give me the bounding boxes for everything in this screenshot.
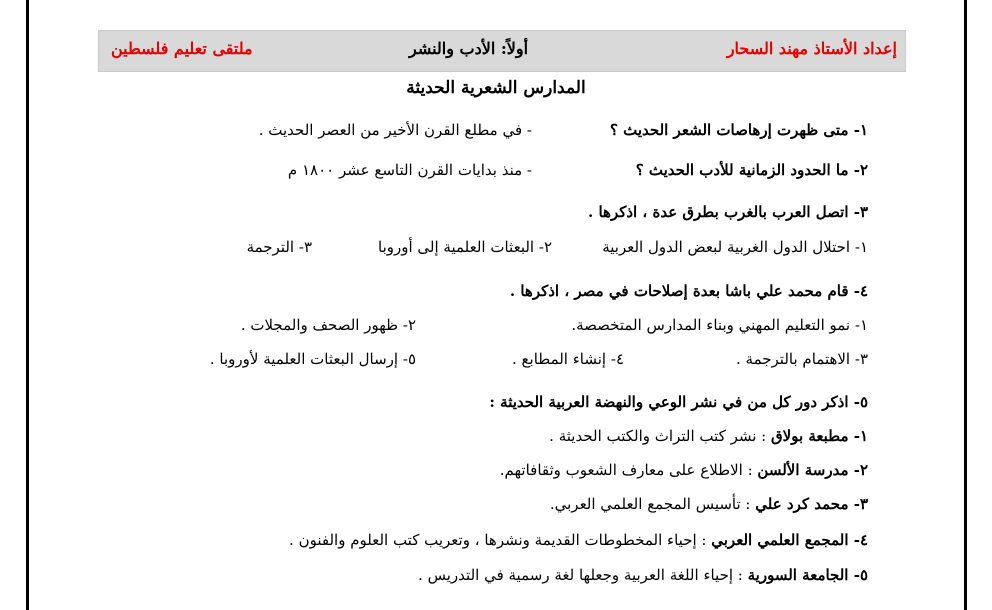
item-5-1 (549, 427, 868, 445)
question-5: ٥- اذكر دور كل من في نشر الوعي والنهضة العربية الحديثة : (489, 393, 868, 411)
answer-1: - في مطلع القرن الأخير من العصر الحديث . (258, 121, 532, 139)
author-credit: إعداد الأستاذ مهند السحار (726, 39, 897, 58)
answer-3-1: ١- احتلال الدول الغربية لبعض الدول العربية (602, 238, 868, 256)
item-5-2-text: : الاطلاع على معارف الشعوب وثقافاتهم. (499, 461, 758, 479)
item-5-5-label: ٥- الجامعة السورية (747, 566, 868, 584)
item-5-1-label: ١- مطبعة بولاق (771, 427, 868, 445)
answer-4-1: ١- نمو التعليم المهني وبناء المدارس المتخصصة. (571, 316, 868, 334)
item-5-2 (500, 461, 868, 479)
question-4: ٤- قام محمد علي باشا بعدة إصلاحات في مصر ، اذكرها . (509, 282, 868, 300)
item-5-4-label: ٤- المجمع العلمي العربي (711, 531, 868, 549)
answer-4-4: ٤- إنشاء المطابع . (512, 350, 624, 368)
answer-3-3: ٣- الترجمة (246, 238, 312, 256)
item-5-4-text: : إحياء المخطوطات القديمة ونشرها ، وتعريب كتب العلوم والفنون . (289, 531, 712, 549)
forum-name: ملتقى تعليم فلسطين (111, 39, 253, 58)
item-5-3-text: : تأسيس المجمع العلمي العربي. (549, 495, 756, 513)
answer-3-2: ٢- البعثات العلمية إلى أوروبا (378, 238, 552, 256)
item-5-5-text: : إحياء اللغة العربية وجعلها لغة رسمية في التدريس . (418, 566, 748, 584)
page-title: المدارس الشعرية الحديثة (406, 78, 586, 98)
question-2: ٢- ما الحدود الزمانية للأدب الحديث ؟ (635, 161, 868, 179)
item-5-5 (418, 566, 868, 584)
item-5-1-text: : نشر كتب التراث والكتب الحديثة . (549, 427, 771, 445)
question-3: ٣- اتصل العرب بالغرب بطرق عدة ، اذكرها . (588, 203, 868, 221)
item-5-3-label: ٣- محمد كرد علي (755, 495, 868, 513)
answer-4-3: ٣- الاهتمام بالترجمة . (736, 350, 868, 368)
answer-2: - منذ بدايات القرن التاسع عشر ١٨٠٠ م (287, 161, 532, 179)
answer-4-5: ٥- إرسال البعثات العلمية لأوروبا . (209, 350, 416, 368)
item-5-2-label: ٢- مدرسة الألسن (757, 461, 868, 479)
section-title: أولاً: الأدب والنشر (409, 39, 529, 58)
header-bar (98, 30, 906, 72)
item-5-3 (550, 495, 868, 513)
question-1: ١- متى ظهرت إرهاصات الشعر الحديث ؟ (609, 121, 868, 139)
answer-4-2: ٢- ظهور الصحف والمجلات . (240, 316, 416, 334)
item-5-4 (289, 531, 868, 549)
